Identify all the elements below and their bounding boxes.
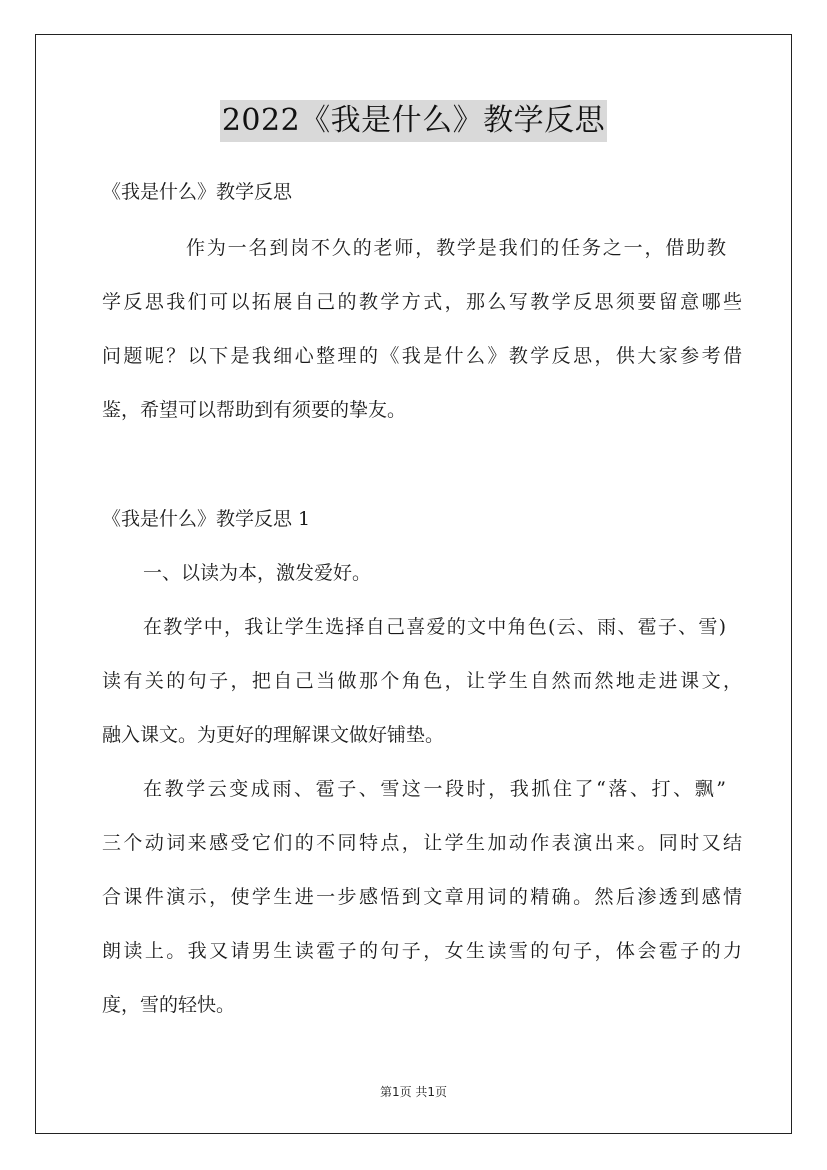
paragraph-line: 读有关的句子，把自己当做那个角色，让学生自然而然地走进课文，: [102, 670, 742, 692]
paragraph-line: 朗读上。我又请男生读雹子的句子，女生读雪的句子，体会雹子的力: [102, 940, 742, 962]
paragraph-line: 在教学云变成雨、雹子、雪这一段时，我抓住了“落、打、飘”: [143, 778, 726, 800]
paragraph-line: 三个动词来感受它们的不同特点，让学生加动作表演出来。同时又结: [102, 832, 742, 854]
title-container: [0, 100, 827, 142]
paragraph-line: 在教学中，我让学生选择自己喜爱的文中角色(云、雨、雹子、雪): [143, 616, 726, 638]
intro-line: 学反思我们可以拓展自己的教学方式，那么写教学反思须要留意哪些: [102, 291, 742, 313]
paragraph-line: 度，雪的轻快。: [102, 994, 236, 1016]
document-title: 2022《我是什么》教学反思: [220, 100, 607, 142]
paragraph-line: 融入课文。为更好的理解课文做好铺垫。: [102, 724, 445, 746]
intro-line: 鉴，希望可以帮助到有须要的挚友。: [102, 399, 407, 421]
document-subtitle: 《我是什么》教学反思: [102, 181, 293, 203]
intro-line: 作为一名到岗不久的老师，教学是我们的任务之一，借助教: [186, 237, 726, 259]
intro-line: 问题呢？以下是我细心整理的《我是什么》教学反思，供大家参考借: [102, 345, 742, 367]
section-heading: 《我是什么》教学反思 1: [102, 508, 311, 530]
page-footer: 第1页 共1页: [379, 1085, 448, 1099]
point-heading: 一、以读为本，激发爱好。: [143, 562, 372, 584]
paragraph-line: 合课件演示，使学生进一步感悟到文章用词的精确。然后渗透到感情: [102, 886, 742, 908]
